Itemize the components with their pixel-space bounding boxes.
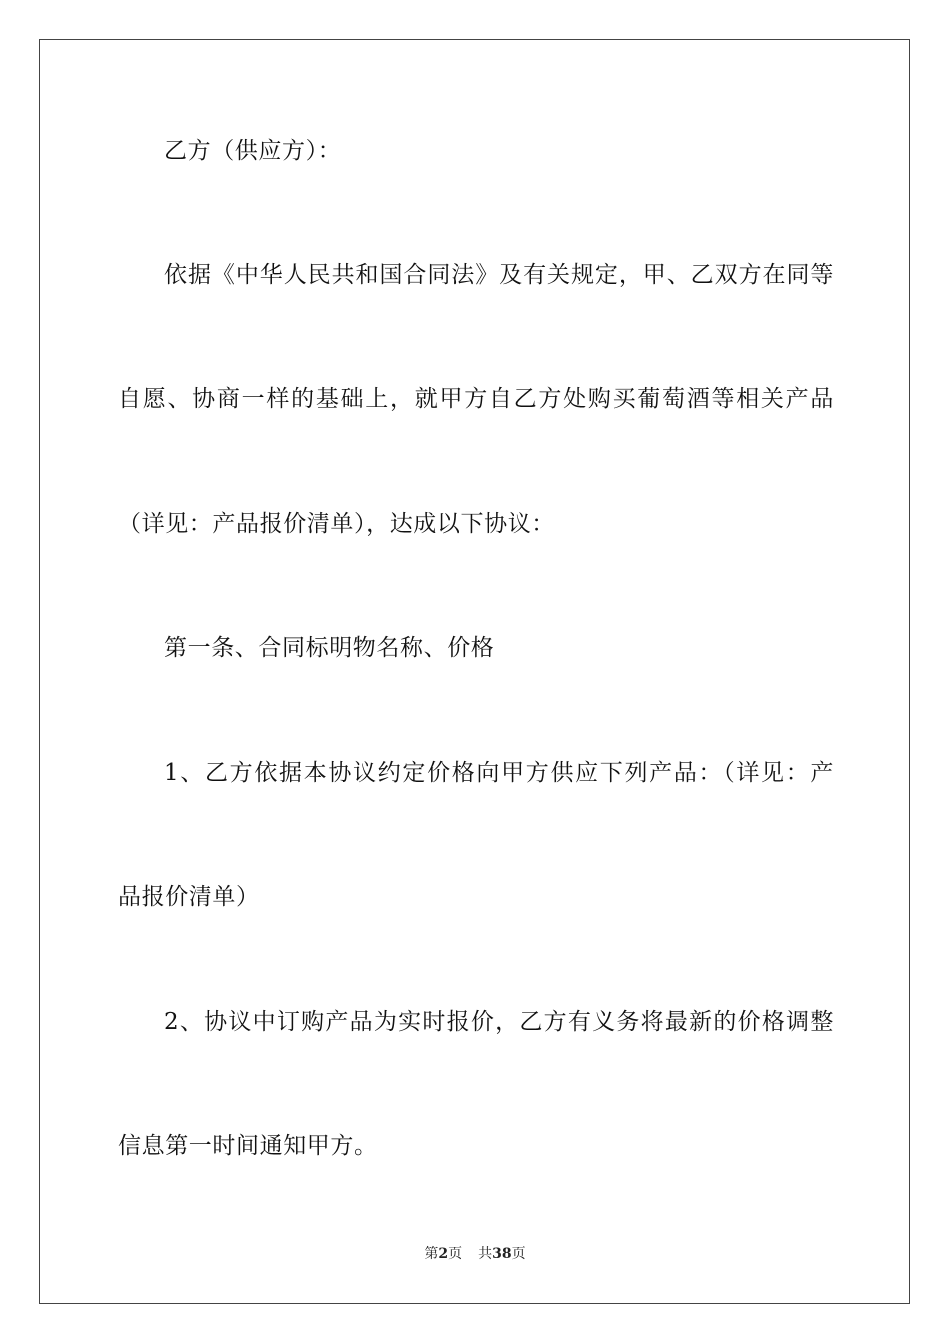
total-pages: 38 xyxy=(492,1246,512,1262)
clause-1-line-2: 品报价清单） xyxy=(118,884,260,910)
page-footer xyxy=(0,1245,950,1263)
clause-1-line-1: 1、乙方依据本协议约定价格向甲方供应下列产品：（详见：产 xyxy=(164,760,834,786)
page-border xyxy=(39,39,910,1304)
page-suffix: 页 xyxy=(448,1246,463,1262)
total-prefix: 共 xyxy=(478,1246,493,1262)
paragraph-intro-line-3: （详见：产品报价清单），达成以下协议： xyxy=(118,511,555,537)
page-number: 2 xyxy=(438,1246,449,1262)
party-b-line: 乙方（供应方）： xyxy=(164,138,342,164)
clause-2-line-1: 2、协议中订购产品为实时报价，乙方有义务将最新的价格调整 xyxy=(164,1009,834,1035)
clause-2-line-2: 信息第一时间通知甲方。 xyxy=(118,1133,378,1159)
page-prefix: 第 xyxy=(424,1246,439,1262)
total-suffix: 页 xyxy=(511,1246,526,1262)
article-one-heading: 第一条、合同标明物名称、价格 xyxy=(164,635,495,661)
paragraph-intro-line-1: 依据《中华人民共和国合同法》及有关规定，甲、乙双方在同等 xyxy=(164,262,834,288)
paragraph-intro-line-2: 自愿、协商一样的基础上，就甲方自乙方处购买葡萄酒等相关产品 xyxy=(118,386,834,412)
